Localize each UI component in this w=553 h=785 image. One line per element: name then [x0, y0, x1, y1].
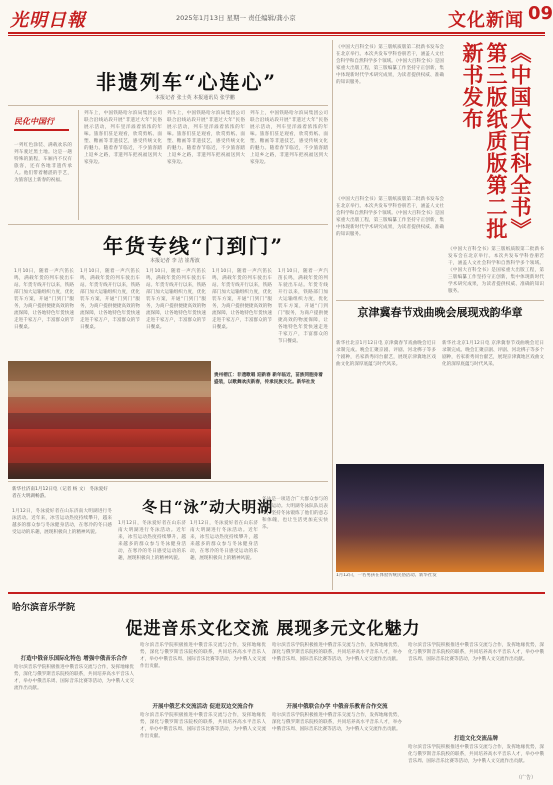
- article4-body-col2b: 哈尔滨音乐学院积极推进中俄音乐交流与合作，发挥地缘优势，深化与俄罗斯音乐院校的联系，共同培养高水平音乐人才，举办中俄音乐周、国际音乐比赛等活动，为中俄人文交流作出贡献。: [140, 713, 266, 739]
- masthead: [0, 0, 553, 34]
- column-logo-underline: [14, 129, 69, 131]
- right2-title: 京津冀春节戏曲晚会展现戏韵华章: [357, 306, 523, 319]
- article3-caption: 新华社济南1月12日电（记者 杨 文） 冬泳爱好者在大明湖畅游。: [12, 487, 108, 499]
- dateline: 2025年1月13日 星期一 责任编辑/龚小京: [176, 14, 296, 22]
- divider: [8, 224, 328, 225]
- article4-subhead-1: 打造中俄音乐国际化特色 增强中俄音乐合作: [20, 656, 128, 662]
- article2-byline: 本报记者 李 洁 崔帮波: [150, 258, 200, 264]
- article4-kicker: 哈尔滨音乐学院: [12, 603, 76, 613]
- article4-headline: 促进音乐文化交流 展现多元文化魅力: [125, 619, 421, 639]
- right2-body-col2: 新华社北京1月12日电 京津冀春节戏曲晚会近日录制完成。晚会汇聚京剧、评剧、河北梆子等多个剧种，名家新秀同台献艺，展现京津冀地区戏曲文化的深厚底蕴与时代风采。: [442, 341, 544, 367]
- divider: [336, 300, 544, 301]
- right1-title: 《中国大百科全书》第三版纸质版第二批新书发布: [460, 42, 533, 240]
- section-rule: [8, 592, 545, 594]
- divider: [8, 105, 328, 106]
- article2-headline: 年货专线“门到门”: [103, 234, 285, 258]
- article2-body-col1: 1月10日，随着一声汽笛长鸣，满载年货的列车驶出车站。年货专线开行以来，铁路部门加大运输组织力度，优化装车方案，开通“门到门”服务，为商户提供便捷高效的物流保障，让各地特色年货快速走进千家万户，丰富群众的节日餐桌。: [14, 269, 74, 330]
- article1-body-col2: 列车上，中国铁路哈尔滨局集团公司联合沿线站段开展“非遗过大年”民俗展示活动，列车里洋溢着浓浓的年味。旅客们驻足观看，欣赏剪纸、面塑、糖画等非遗技艺，感受传统文化的魅力。随着春节临近，不少旅客踏上返乡之路，非遗列车把祝福送到大家身边。: [167, 111, 245, 165]
- article3-side-body: 冬泳是一项适合广大群众参与的体育运动。大明湖冬泳队队员表示，坚持冬泳锻炼了他们的意志和体魄，也让生活更加充实快乐。: [262, 497, 328, 530]
- page-number: 09: [528, 3, 553, 24]
- article2-body-col3: 1月10日，随着一声汽笛长鸣，满载年货的列车驶出车站。年货专线开行以来，铁路部门加大运输组织力度，优化装车方案，开通“门到门”服务，为商户提供便捷高效的物流保障，让各地特色年货快速走进千家万户，丰富群众的节日餐桌。: [146, 269, 206, 330]
- article3-body-col1: 1月12日，冬泳爱好者在山东济南大明湖进行冬泳活动。近年来，冰雪运动热度持续攀升，越来越多的群众参与冬泳健身活动，在寒冷的冬日感受运动的乐趣，展现积极向上的精神风貌。: [12, 509, 112, 535]
- ad-footer: （广告）: [516, 775, 537, 781]
- newspaper-logo: 光明日報: [10, 10, 86, 31]
- article1-body-col1: 列车上，中国铁路哈尔滨局集团公司联合沿线站段开展“非遗过大年”民俗展示活动，列车里洋溢着浓浓的年味。旅客们驻足观看，欣赏剪纸、面塑、糖画等非遗技艺，感受传统文化的魅力。随着春节临近，不少旅客踏上返乡之路，非遗列车把祝福送到大家身边。: [84, 111, 162, 165]
- masthead-rule: [8, 32, 545, 34]
- article4-subhead-2: 开展中俄艺术交流活动 促进双边交流合作: [152, 704, 254, 710]
- column-divider: [78, 110, 79, 220]
- photo-stage: [336, 464, 544, 572]
- article1-body-col3: 列车上，中国铁路哈尔滨局集团公司联合沿线站段开展“非遗过大年”民俗展示活动，列车里洋溢着浓浓的年味。旅客们驻足观看，欣赏剪纸、面塑、糖画等非遗技艺，感受传统文化的魅力。随着春节临近，不少旅客踏上返乡之路，非遗列车把祝福送到大家身边。: [250, 111, 328, 165]
- article3-headline: 冬日“泳”动大明湖: [142, 498, 274, 516]
- right2-body-col1: 新华社北京1月12日电 京津冀春节戏曲晚会近日录制完成。晚会汇聚京剧、评剧、河北梆子等多个剧种，名家新秀同台献艺，展现京津冀地区戏曲文化的深厚底蕴与时代风采。: [336, 341, 436, 367]
- article4-body-col2: 哈尔滨音乐学院积极推进中俄音乐交流与合作，发挥地缘优势，深化与俄罗斯音乐院校的联系，共同培养高水平音乐人才，举办中俄音乐周、国际音乐比赛等活动，为中俄人文交流作出贡献。: [140, 643, 266, 669]
- article1-byline: 本报记者 张士英 本报通讯员 张学鹏: [155, 95, 235, 101]
- right1-body-top: 《中国大百科全书》第三版纸质版第二批新书发布会在北京举行。本次共发布学科卷册若干，涵盖人文社会科学和自然科学多个领域。《中国大百科全书》是国家重大出版工程，第三版编纂工作坚持守正创新，集中体现新时代学术研究成果，为读者提供权威、准确的知识服务。: [336, 45, 444, 85]
- article4-body-col1: 哈尔滨音乐学院积极推进中俄音乐交流与合作，发挥地缘优势，深化与俄罗斯音乐院校的联系，共同培养高水平音乐人才，举办中俄音乐周、国际音乐比赛等活动，为中俄人文交流作出贡献。: [14, 665, 134, 691]
- article3-body-col3: 1月12日，冬泳爱好者在山东济南大明湖进行冬泳活动。近年来，冰雪运动热度持续攀升，越来越多的群众参与冬泳健身活动，在寒冷的冬日感受运动的乐趣，展现积极向上的精神风貌。: [190, 521, 258, 561]
- article1-headline: 非遗列车“心连心”: [96, 70, 278, 94]
- article2-body-col2: 1月10日，随着一声汽笛长鸣，满载年货的列车驶出车站。年货专线开行以来，铁路部门加大运输组织力度，优化装车方案，开通“门到门”服务，为商户提供便捷高效的物流保障，让各地特色年货快速走进千家万户，丰富群众的节日餐桌。: [80, 269, 140, 330]
- right1-body-bottom: 《中国大百科全书》第三版纸质版第二批新书发布会在北京举行。本次共发布学科卷册若干，涵盖人文社会科学和自然科学多个领域。《中国大百科全书》是国家重大出版工程，第三版编纂工作坚持守正创新，集中体现新时代学术研究成果，为读者提供权威、准确的知识服务。: [336, 197, 444, 237]
- divider: [8, 481, 328, 482]
- article4-body-col4b: 哈尔滨音乐学院积极推进中俄音乐交流与合作，发挥地缘优势，深化与俄罗斯音乐院校的联系，共同培养高水平音乐人才，举办中俄音乐周、国际音乐比赛等活动，为中俄人文交流作出贡献。: [408, 745, 544, 764]
- article4-body-col3b: 哈尔滨音乐学院积极推进中俄音乐交流与合作，发挥地缘优势，深化与俄罗斯音乐院校的联系，共同培养高水平音乐人才，举办中俄音乐周、国际音乐比赛等活动，为中俄人文交流作出贡献。: [272, 713, 402, 732]
- article4-subhead-3: 开展中俄联合办学 中俄音乐教育合作交流: [286, 704, 388, 710]
- section-title: 文化新闻: [448, 10, 524, 31]
- masthead-rule-thin: [8, 35, 545, 36]
- article2-body-col5: 1月10日，随着一声汽笛长鸣，满载年货的列车驶出车站。年货专线开行以来，铁路部门加大运输组织力度，优化装车方案，开通“门到门”服务，为商户提供便捷高效的物流保障，让各地特色年货快速走进千家万户，丰富群众的节日餐桌。: [278, 269, 328, 344]
- article1-side-text: 一列红色涂装、满载欢乐的列车驶过黑土地。这是一趟特殊的旅程，车厢内不仅有旅客，还有各地非遗传承人。他们带着精湛的手艺，为旅客送上新春的祝福。: [14, 143, 72, 183]
- article2-photo-caption: 贵州榕江：非遗歌唱 迎新春 新年临近，苗族同胞身着盛装，以歌舞欢庆新春，传承民族文化。新华社发: [214, 373, 323, 385]
- article2-body-col4: 1月10日，随着一声汽笛长鸣，满载年货的列车驶出车站。年货专线开行以来，铁路部门加大运输组织力度，优化装车方案，开通“门到门”服务，为商户提供便捷高效的物流保障，让各地特色年货快速走进千家万户，丰富群众的节日餐桌。: [212, 269, 272, 330]
- right1-body-side: 《中国大百科全书》第三版纸质版第二批新书发布会在北京举行。本次共发布学科卷册若干，涵盖人文社会科学和自然科学多个领域。《中国大百科全书》是国家重大出版工程，第三版编纂工作坚持守正创新，集中体现新时代学术研究成果，为读者提供权威、准确的知识服务。: [448, 247, 544, 294]
- right2-photo-caption: 1月12日，一名男孩在体验传统民俗活动。新华社发: [336, 573, 437, 578]
- article4-body-col4: 哈尔滨音乐学院积极推进中俄音乐交流与合作，发挥地缘优势，深化与俄罗斯音乐院校的联系，共同培养高水平音乐人才，举办中俄音乐周、国际音乐比赛等活动，为中俄人文交流作出贡献。: [408, 643, 544, 662]
- column-divider: [332, 40, 333, 590]
- column-logo-text: 民化中国行: [14, 116, 54, 126]
- article4-body-col3: 哈尔滨音乐学院积极推进中俄音乐交流与合作，发挥地缘优势，深化与俄罗斯音乐院校的联系，共同培养高水平音乐人才，举办中俄音乐周、国际音乐比赛等活动，为中俄人文交流作出贡献。: [272, 643, 402, 662]
- column-logo: [14, 116, 76, 140]
- article4-subhead-4: 打造文化交流品牌: [453, 736, 498, 742]
- article3-body-col2: 1月12日，冬泳爱好者在山东济南大明湖进行冬泳活动。近年来，冰雪运动热度持续攀升，越来越多的群众参与冬泳健身活动，在寒冷的冬日感受运动的乐趣，展现积极向上的精神风貌。: [118, 521, 186, 561]
